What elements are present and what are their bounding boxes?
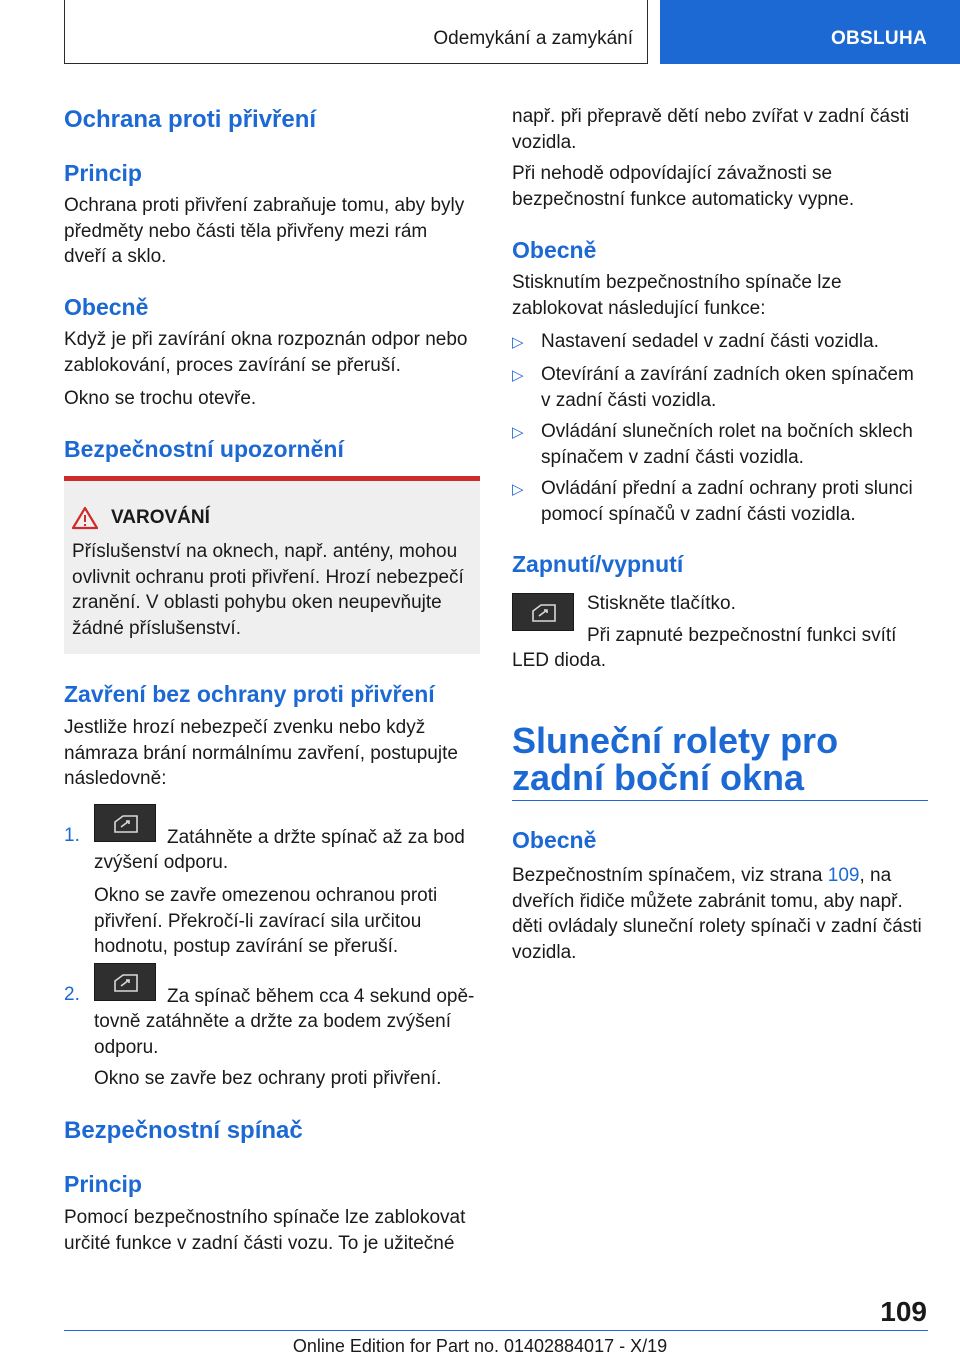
window-switch-image-3 bbox=[512, 593, 574, 631]
heading-pinch-protection: Ochrana proti přivření bbox=[64, 106, 317, 133]
bullet-item-4: Ovládání přední a zadní ochrany proti slunci pomocí spínačů v zadní části vozidla. bbox=[541, 478, 913, 525]
footer-rule bbox=[64, 1330, 928, 1331]
page-link-109[interactable]: 109 bbox=[827, 865, 860, 886]
step-1-line1: Zatáhněte a držte spínač až za bod bbox=[167, 827, 465, 848]
chapter-tab bbox=[660, 0, 960, 64]
triangle-bullet-icon: ▷ bbox=[512, 367, 524, 384]
text-general-2 bbox=[512, 863, 922, 965]
heading-general-right: Obecně bbox=[512, 237, 597, 263]
heading-sun-blinds: Sluneční rolety pro zadní boční okna bbox=[512, 720, 839, 798]
window-switch-icon bbox=[113, 973, 139, 993]
heading-principle-2: Princip bbox=[64, 1171, 142, 1197]
step-1-extra: Okno se zavře omezenou ochranou proti přivření. Překročí-li zavírací sila určitou hodnotu, postup zavírání se přeruší. bbox=[94, 885, 438, 957]
window-switch-image-2 bbox=[94, 963, 156, 1001]
heading-safety-switch: Bezpečnostní spínač bbox=[64, 1117, 303, 1144]
step-2-extra: Okno se zavře bez ochrany proti přivření. bbox=[94, 1068, 442, 1089]
title-rule bbox=[512, 800, 928, 801]
heading-close-without-protection: Zavření bez ochrany proti přivření bbox=[64, 681, 435, 707]
triangle-bullet-icon: ▷ bbox=[512, 424, 524, 441]
heading-principle: Princip bbox=[64, 160, 142, 186]
bullet-item-2: Otevírání a zavírání zadních oken spínačem v zadní části vozidla. bbox=[541, 364, 914, 411]
warning-text: Příslušenství na oknech, např. antény, mohou ovlivnit ochranu proti přivření. Hrozí nebezpečí zranění. V oblasti pohybu oken neupevňujte žádné příslušenství. bbox=[72, 541, 464, 639]
step-2-line1: Za spínač během cca 4 sekund opě- bbox=[167, 986, 475, 1007]
heading-safety-notes: Bezpečnostní upozornění bbox=[64, 436, 344, 462]
header-tab bbox=[64, 0, 648, 64]
text-general-1: Když je při zavírání okna rozpoznán odpor nebo zablokování, proces zavírání se přeruší. bbox=[64, 329, 468, 376]
bullet-item-3: Ovládání slunečních rolet na bočních sklech spínačem v zadní části vozidla. bbox=[541, 421, 913, 468]
step-number-2: 2. bbox=[64, 984, 80, 1005]
triangle-bullet-icon: ▷ bbox=[512, 334, 524, 351]
step-number-1: 1. bbox=[64, 825, 80, 846]
text-general-2-a: Bezpečnostním spínačem, viz strana bbox=[512, 865, 828, 886]
onoff-line-2: Při zapnuté bezpečnostní funkci svítí bbox=[587, 625, 897, 646]
onoff-line-1: Stiskněte tlačítko. bbox=[587, 593, 736, 614]
window-switch-icon bbox=[113, 814, 139, 834]
page-number: 109 bbox=[880, 1296, 927, 1327]
warning-triangle-icon bbox=[72, 506, 98, 530]
chapter-label: OBSLUHA bbox=[830, 28, 927, 49]
triangle-bullet-icon: ▷ bbox=[512, 481, 524, 498]
text-general-2: Okno se trochu otevře. bbox=[64, 388, 257, 409]
onoff-line-3: LED dioda. bbox=[512, 650, 607, 671]
text-principle: Ochrana proti přivření zabraňuje tomu, aby byly předměty nebo části těla přivřeny mezi rám dveří a sklo. bbox=[64, 195, 465, 267]
heading-on-off: Zapnutí/vypnutí bbox=[512, 551, 684, 577]
warning-title: VAROVÁNÍ bbox=[111, 507, 210, 528]
text-general-right: Stisknutím bezpečnostního spínače lze zablokovat následující funkce: bbox=[512, 272, 842, 319]
step-1-rest: zvýšení odporu. bbox=[94, 852, 229, 873]
heading-general: Obecně bbox=[64, 294, 149, 320]
bullet-item-1: Nastavení sedadel v zadní části vozidla. bbox=[541, 331, 879, 352]
step-2-rest: tovně zatáhněte a držte za bodem zvýšení odporu. bbox=[94, 1011, 451, 1058]
text-continuation: např. při přepravě dětí nebo zvířat v zadní části vozidla. bbox=[512, 106, 910, 153]
text-accident: Při nehodě odpovídající závažnosti se bezpečnostní funkce automaticky vypne. bbox=[512, 163, 855, 210]
warning-box bbox=[64, 476, 480, 654]
window-switch-icon bbox=[531, 603, 557, 623]
text-general-2-b: , na dveřích řidiče můžete zabránit tomu, aby např. děti ovládaly sluneční rolety spínači v zadní části vozidla. bbox=[512, 865, 922, 963]
section-title: Odemykání a zamykání bbox=[433, 28, 633, 49]
footer-edition: Online Edition for Part no. 01402884017 - X/19 bbox=[292, 1336, 668, 1356]
heading-general-2: Obecně bbox=[512, 827, 597, 853]
text-close-without: Jestliže hrozí nebezpečí zvenku nebo když námraza brání normálnímu zavření, postupujte následovně: bbox=[64, 717, 458, 789]
text-principle-2: Pomocí bezpečnostního spínače lze zablokovat určité funkce v zadní části vozu. To je užitečné bbox=[64, 1207, 466, 1254]
window-switch-image-1 bbox=[94, 804, 156, 842]
